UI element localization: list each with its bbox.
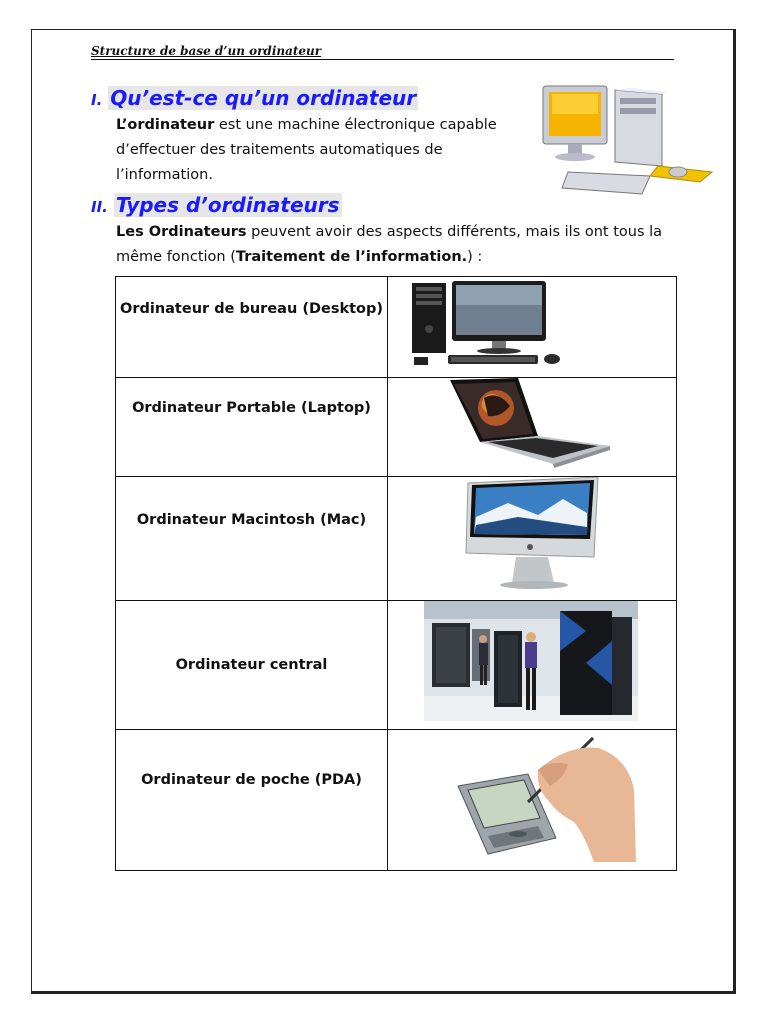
- section-1-paragraph: [116, 113, 516, 188]
- para-text: ) :: [467, 249, 483, 265]
- section-1-number: I.: [91, 91, 103, 109]
- section-2-title: [91, 192, 342, 220]
- table-row: [116, 601, 677, 730]
- row-label-laptop: Ordinateur Portable (Laptop): [116, 378, 388, 477]
- table-row: [116, 477, 677, 601]
- imac-icon: [388, 477, 677, 601]
- para-bold-term: L’ordinateur: [116, 117, 215, 133]
- computer-types-table: [115, 276, 677, 871]
- section-2-number: II.: [91, 198, 108, 216]
- row-label-mainframe: Ordinateur central: [116, 601, 388, 730]
- para-text: l’information.: [116, 167, 213, 183]
- page-header: Structure de base d’un ordinateur: [91, 43, 674, 60]
- section-1-title: [91, 85, 418, 113]
- para-bold-term: Traitement de l’information.: [235, 249, 468, 265]
- para-text: est une machine électronique capable: [214, 117, 497, 133]
- row-label-pda: Ordinateur de poche (PDA): [116, 730, 388, 871]
- row-label-mac: Ordinateur Macintosh (Mac): [116, 477, 388, 601]
- table-row: [116, 277, 677, 378]
- para-text: même fonction (: [116, 249, 236, 265]
- section-2-heading: Types d’ordinateurs: [115, 193, 340, 217]
- para-bold-term: Les Ordinateurs: [116, 224, 247, 240]
- para-text: peuvent avoir des aspects différents, mais ils ont tous la: [246, 224, 663, 240]
- laptop-icon: [388, 378, 677, 477]
- mainframe-icon: [388, 601, 677, 730]
- row-label-desktop: Ordinateur de bureau (Desktop): [116, 277, 388, 378]
- para-text: d’effectuer des traitements automatiques de: [116, 142, 443, 158]
- section-2-paragraph: [116, 220, 686, 270]
- computer-illustration-icon: [540, 84, 715, 200]
- section-1-heading: Qu’est-ce qu’un ordinateur: [110, 86, 417, 110]
- table-row: [116, 730, 677, 871]
- table-row: [116, 378, 677, 477]
- desktop-computer-icon: [388, 277, 677, 378]
- pda-icon: [388, 730, 677, 871]
